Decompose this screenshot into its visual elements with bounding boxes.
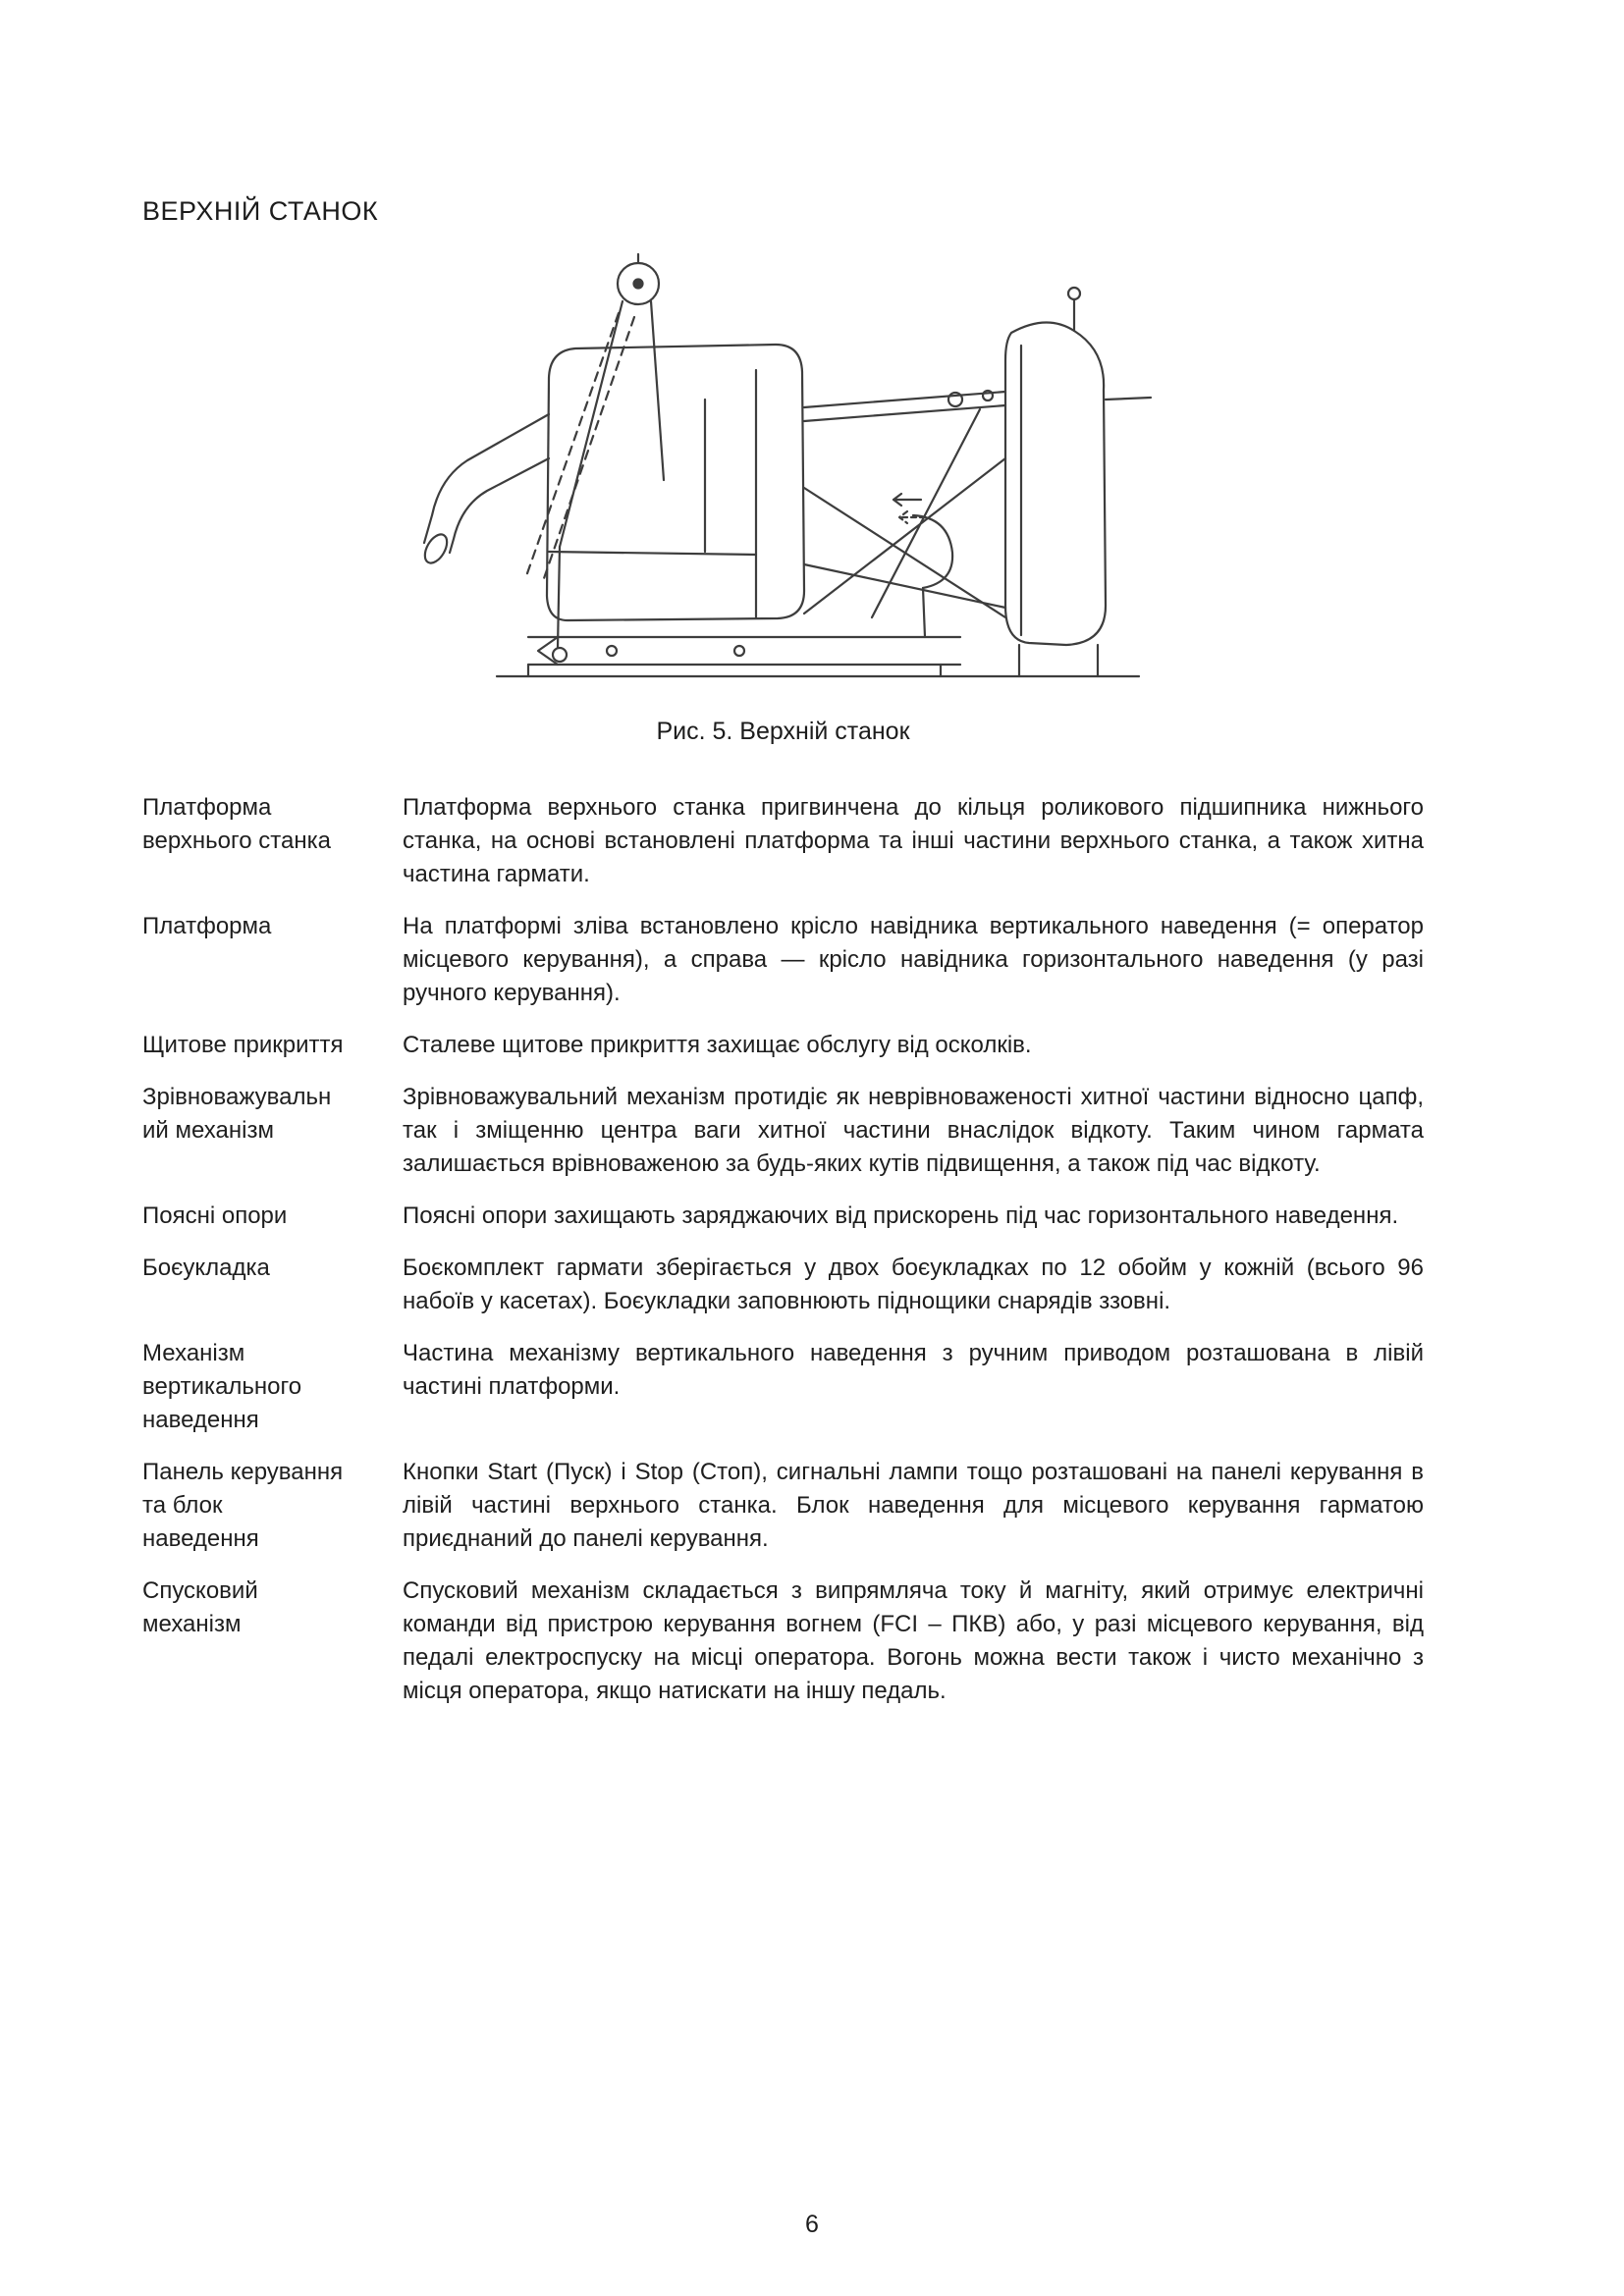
definition-entry — [142, 910, 1424, 1010]
figure-caption: Рис. 5. Верхній станок — [656, 718, 910, 745]
entry-description: Частина механізму вертикального наведення з ручним приводом розташована в лівій частині платформи. — [403, 1340, 1424, 1400]
entry-description: Спусковий механізм складається з випрямляча току й магніту, який отримує електричні команди від пристрою керування вогнем (FCI – ПКВ) або, у разі місцевого керування, від педалі електроспуску на місці оператора. Вогонь можна вести також і чисто механічно з місця оператора, якщо натискати на іншу педаль. — [403, 1577, 1424, 1704]
entry-term: Щитове прикриття — [142, 1032, 344, 1058]
page-number: 6 — [805, 2211, 819, 2238]
upper-carriage-drawing-icon — [410, 252, 1157, 704]
definition-list — [142, 791, 1424, 1708]
entry-term: Механізм вертикального наведення — [142, 1340, 302, 1433]
entry-term: Панель керування та блок наведення — [142, 1459, 344, 1552]
entry-term: Спусковий механізм — [142, 1577, 258, 1637]
definition-entry — [142, 1200, 1424, 1233]
entry-description: Сталеве щитове прикриття захищає обслугу від осколків. — [403, 1032, 1032, 1058]
definition-entry — [142, 1252, 1424, 1318]
entry-description: Зрівноважувальний механізм протидіє як неврівноваженості хитної частини відносно цапф, так і зміщенню центра ваги хитної частини внаслідок відкоту. Таким чином гармата залишається врівноваженою за будь-яких кутів підвищення, а також під час відкоту. — [403, 1084, 1424, 1177]
entry-term: Боєукладка — [142, 1255, 270, 1281]
entry-term: Поясні опори — [142, 1202, 288, 1229]
entry-description: На платформі зліва встановлено крісло навідника вертикального наведення (= оператор місцевого керування), а справа — крісло навідника горизонтального наведення (у разі ручного керування). — [403, 913, 1424, 1006]
entry-description: Боєкомплект гармати зберігається у двох боєукладках по 12 обойм у кожній (всього 96 набоїв у касетах). Боєукладки заповнюють піднощики снарядів ззовні. — [403, 1255, 1424, 1314]
definition-entry — [142, 1029, 1424, 1062]
definition-entry — [142, 791, 1424, 891]
entry-term: Платформа — [142, 913, 272, 939]
entry-description: Поясні опори захищають заряджаючих від прискорень під час горизонтального наведення. — [403, 1202, 1399, 1229]
definition-entry — [142, 1456, 1424, 1556]
page-title: ВЕРХНІЙ СТАНОК — [142, 196, 379, 226]
entry-term: Платформа верхнього станка — [142, 794, 331, 854]
entry-description: Кнопки Start (Пуск) і Stop (Стоп), сигнальні лампи тощо розташовані на панелі керування в лівій частині верхнього станка. Блок наведення для місцевого керування гарматою приєднаний до панелі керування. — [403, 1459, 1424, 1552]
figure-5 — [401, 252, 1166, 746]
definition-entry — [142, 1575, 1424, 1708]
definition-entry — [142, 1081, 1424, 1181]
definition-entry — [142, 1337, 1424, 1437]
entry-description: Платформа верхнього станка пригвинчена до кільця роликового підшипника нижнього станка, на основі встановлені платформа та інші частини верхнього станка, а також хитна частина гармати. — [403, 794, 1424, 887]
entry-term: Зрівноважувальний механізм — [142, 1084, 332, 1144]
